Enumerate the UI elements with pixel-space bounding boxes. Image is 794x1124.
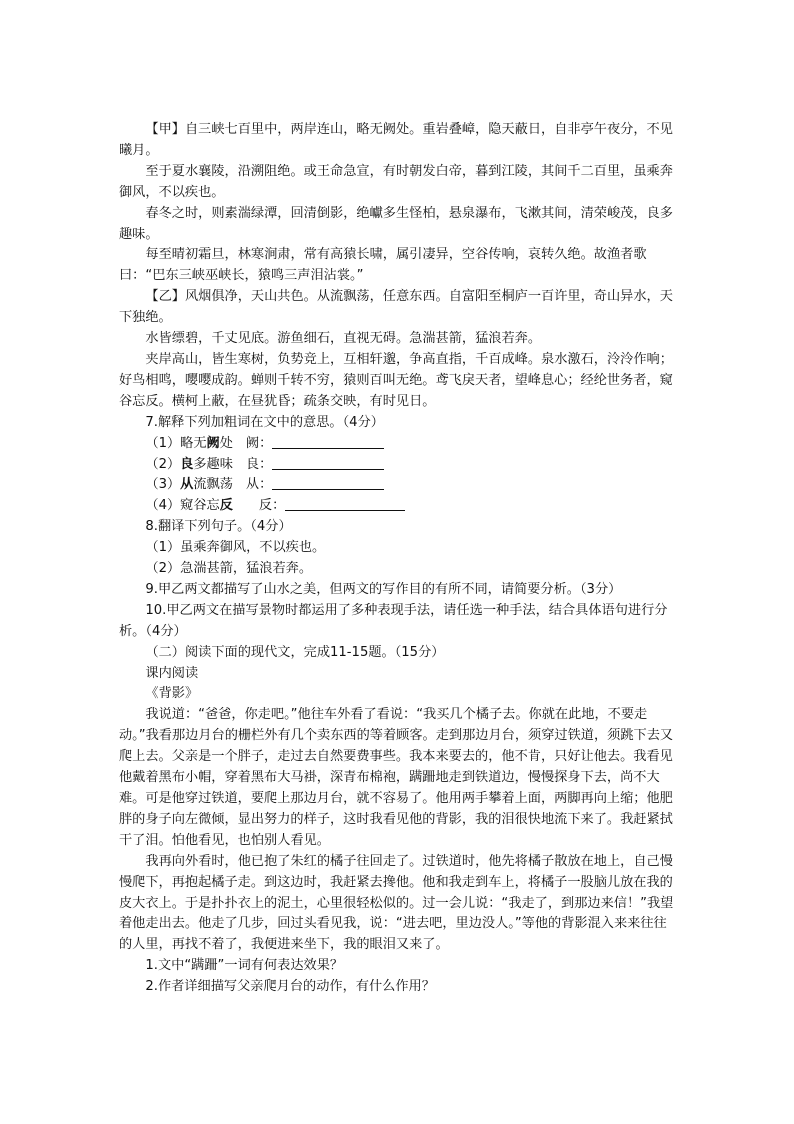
item-text: 流飘荡	[193, 477, 233, 493]
item-text: 处	[219, 435, 233, 451]
question-7-item-3	[119, 475, 679, 496]
article-question-1: 1.文中“蹒跚”一词有何表达效果？	[145, 958, 344, 974]
answer-blank[interactable]	[285, 496, 405, 511]
article-question-2: 2.作者详细描写父亲爬月台的动作，有什么作用？	[145, 979, 435, 995]
item-text: 窥谷忘	[180, 498, 220, 514]
item-key: 反：	[258, 498, 286, 514]
yi-paragraph-2: 水皆缥碧，千丈见底。游鱼细石，直视无碍。急湍甚箭，猛浪若奔。	[145, 331, 542, 347]
item-key: 良：	[245, 456, 273, 472]
item-key: 从：	[245, 477, 273, 493]
item-text: 多趣味	[193, 456, 233, 472]
article-paragraph-1: 我说道：“爸爸，你走吧。”他往车外看了看说：“我买几个橘子去。你就在此地，不要走动。”我看那边月台的栅栏外有几个卖东西的等着顾客。走到那边月台，须穿过铁道，须跳下去又爬上去。父亲是一个胖子，走过去自然要费事些。我本来要去的，他不肯，只好让他去。我看见他戴着黑布小帽，穿着黑布大马褂，深青布棉袍，蹒跚地走到铁道边，慢慢探身下去，尚不大难。可是他穿过铁道，要爬上那边月台，就不容易了。他用两手攀着上面，两脚再向上缩；他肥胖的身子向左微倾，显出努力的样子，这时我看见他的背影，我的泪很快地流下来了。我赶紧拭干了泪。怕他看见，也怕别人看见。	[119, 707, 674, 848]
section-2-subheading: 课内阅读	[145, 665, 199, 681]
question-8-item-2: （2）急湍甚箭，猛浪若奔。	[145, 561, 313, 577]
bold-word: 良	[180, 456, 194, 472]
jia-paragraph-1: 【甲】自三峡七百里中，两岸连山，略无阙处。重岩叠嶂，隐天蔽日，自非亭午夜分，不见曦月。	[119, 122, 673, 158]
question-7-item-1	[119, 434, 679, 455]
item-key: 阙：	[245, 435, 273, 451]
yi-paragraph-3: 夹岸高山，皆生寒树，负势竞上，互相轩邈，争高直指，千百成峰。泉水激石，泠泠作响；好鸟相鸣，嘤嘤成韵。蝉则千转不穷，猿则百叫无绝。鸢飞戾天者，望峰息心；经纶世务者，窥谷忘反。横柯上蔽，在昼犹昏；疏条交映，有时见日。	[119, 351, 673, 409]
question-7-stem: 7.解释下列加粗词在文中的意思。（4分）	[145, 414, 384, 430]
jia-paragraph-4: 每至晴初霜旦，林寒涧肃，常有高猿长啸，属引凄异，空谷传响，哀转久绝。故渔者歌曰：“巴东三峡巫峡长，猿鸣三声泪沾裳。”	[119, 247, 647, 284]
question-8-item-1: （1）虽乘奔御风，不以疾也。	[145, 540, 326, 556]
yi-paragraph-1: 【乙】风烟俱净，天山共色。从流飘荡，任意东西。自富阳至桐庐一百许里，奇山异水，天下独绝。	[119, 289, 673, 326]
jia-paragraph-2: 至于夏水襄陵，沿溯阻绝。或王命急宣，有时朝发白帝，暮到江陵，其间千二百里，虽乘奔御风，不以疾也。	[119, 163, 673, 200]
item-text: 略无	[180, 435, 207, 451]
question-8-stem: 8.翻译下列句子。（4分）	[145, 519, 292, 535]
answer-blank[interactable]	[272, 434, 384, 449]
item-number: （4）	[145, 498, 181, 514]
answer-blank[interactable]	[272, 475, 384, 490]
article-title: 《背影》	[145, 686, 199, 702]
question-7-item-4	[119, 496, 679, 517]
question-10: 10.甲乙两文在描写景物时都运用了多种表现手法，请任选一种手法，结合具体语句进行分析。（4分）	[119, 602, 668, 639]
answer-blank[interactable]	[272, 455, 384, 470]
article-paragraph-2: 我再向外看时，他已抱了朱红的橘子往回走了。过铁道时，他先将橘子散放在地上，自己慢慢爬下，再抱起橘子走。到这边时，我赶紧去搀他。他和我走到车上，将橘子一股脑儿放在我的皮大衣上。于是扑扑衣上的泥土，心里很轻松似的。过一会儿说：“我走了，到那边来信！”我望着他走出去。他走了几步，回过头看见我，说：“进去吧，里边没人。”等他的背影混入来来往往的人里，再找不着了，我便进来坐下，我的眼泪又来了。	[119, 853, 674, 953]
jia-paragraph-3: 春冬之时，则素湍绿潭，回清倒影，绝巘多生怪柏，悬泉瀑布，飞漱其间，清荣峻茂，良多趣味。	[119, 205, 673, 242]
bold-word: 从	[180, 477, 194, 493]
item-number: （3）	[145, 477, 181, 493]
item-number: （1）	[145, 435, 181, 451]
item-number: （2）	[145, 456, 181, 472]
section-2-heading: （二）阅读下面的现代文，完成11-15题。（15分）	[145, 644, 445, 660]
document-page	[119, 120, 679, 998]
bold-word: 阙	[206, 435, 220, 451]
bold-word: 反	[219, 498, 233, 514]
question-9: 9.甲乙两文都描写了山水之美，但两文的写作目的有所不同，请简要分析。（3分）	[145, 581, 622, 597]
question-7-item-2	[119, 455, 679, 476]
